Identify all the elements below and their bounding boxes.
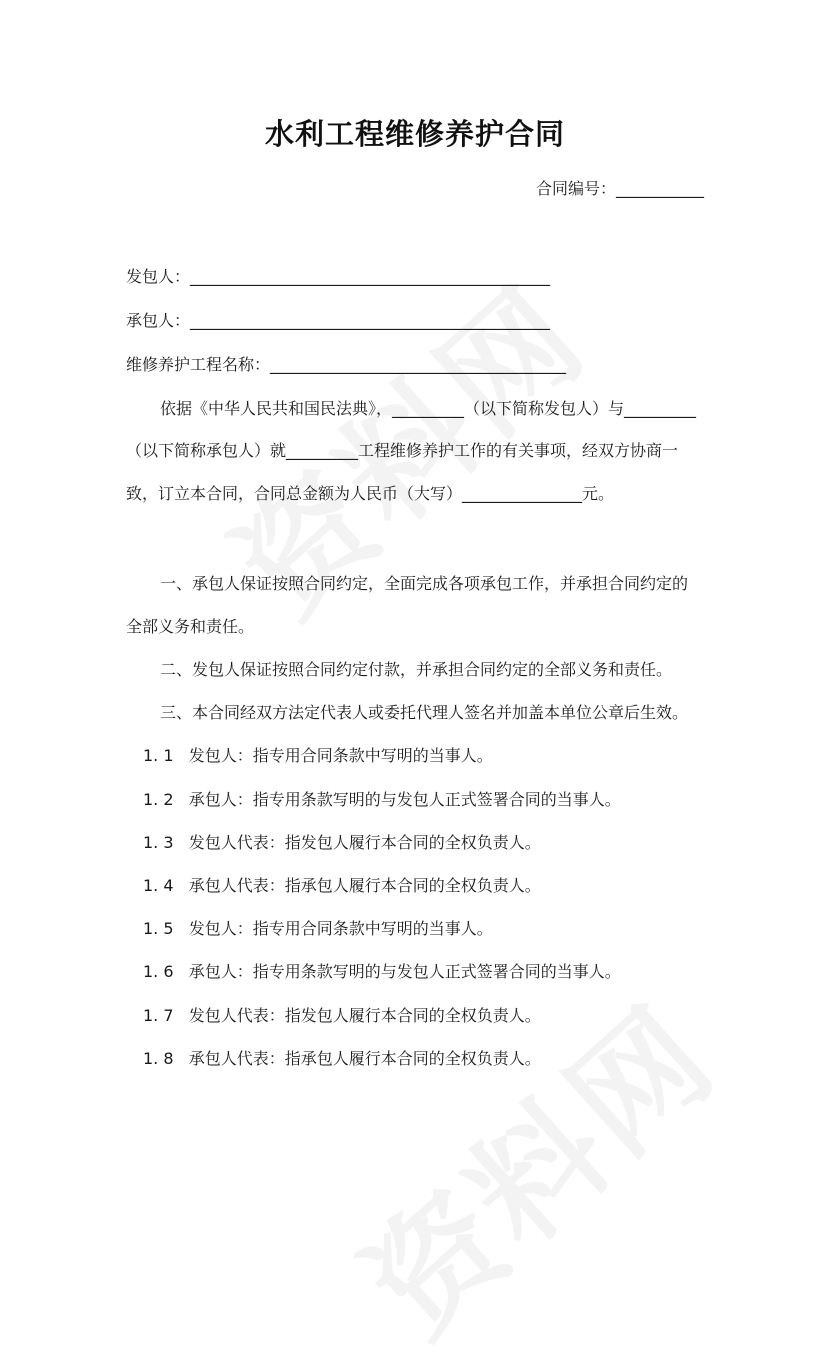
definition-number: 1. 5	[143, 919, 174, 938]
definition-item	[143, 1005, 541, 1027]
definition-text: 承包人：指专用条款写明的与发包人正式签署合同的当事人。	[188, 962, 621, 981]
definition-number: 1. 8	[143, 1049, 174, 1068]
definition-item	[143, 1048, 541, 1070]
definition-text: 发包人代表：指发包人履行本合同的全权负责人。	[188, 833, 541, 852]
party-b-field: 承包人：_____________________________________________	[126, 311, 551, 330]
definition-item	[143, 745, 493, 767]
definition-number: 1. 6	[143, 962, 174, 981]
definition-number: 1. 3	[143, 833, 174, 852]
definition-item	[143, 875, 541, 897]
definition-text: 承包人代表：指承包人履行本合同的全权负责人。	[188, 1049, 541, 1068]
definition-text: 承包人代表：指承包人履行本合同的全权负责人。	[188, 876, 541, 895]
clause-line: 全部义务和责任。	[126, 617, 255, 636]
clause-line: 一、承包人保证按照合同约定，全面完成各项承包工作，并承担合同约定的	[160, 574, 689, 593]
definition-item	[143, 789, 621, 811]
intro-line: 致，订立本合同，合同总金额为人民币（大写）_______________元。	[126, 484, 615, 503]
definition-number: 1. 1	[143, 746, 174, 765]
intro-line: （以下简称承包人）就_________工程维修养护工作的有关事项，经双方协商一	[126, 441, 679, 460]
definition-text: 承包人：指专用条款写明的与发包人正式签署合同的当事人。	[188, 790, 621, 809]
contract-number: 合同编号：___________	[535, 179, 704, 198]
definition-item	[143, 918, 493, 940]
definition-number: 1. 7	[143, 1006, 174, 1025]
clause-line: 二、发包人保证按照合同约定付款，并承担合同约定的全部义务和责任。	[160, 660, 673, 679]
definition-text: 发包人：指专用合同条款中写明的当事人。	[188, 919, 493, 938]
definition-item	[143, 832, 541, 854]
party-a-field: 发包人：_____________________________________________	[126, 267, 551, 286]
definition-number: 1. 4	[143, 876, 174, 895]
clause-line: 三、本合同经双方法定代表人或委托代理人签名并加盖本单位公章后生效。	[160, 703, 689, 722]
definition-text: 发包人：指专用合同条款中写明的当事人。	[188, 746, 493, 765]
intro-line: 依据《中华人民共和国民法典》，_________（以下简称发包人）与_________	[160, 399, 697, 418]
definition-number: 1. 2	[143, 790, 174, 809]
definition-item	[143, 961, 621, 983]
definition-text: 发包人代表：指发包人履行本合同的全权负责人。	[188, 1006, 541, 1025]
document-title: 水利工程维修养护合同	[264, 117, 565, 151]
project-name-field: 维修养护工程名称：_____________________________________	[126, 355, 567, 374]
